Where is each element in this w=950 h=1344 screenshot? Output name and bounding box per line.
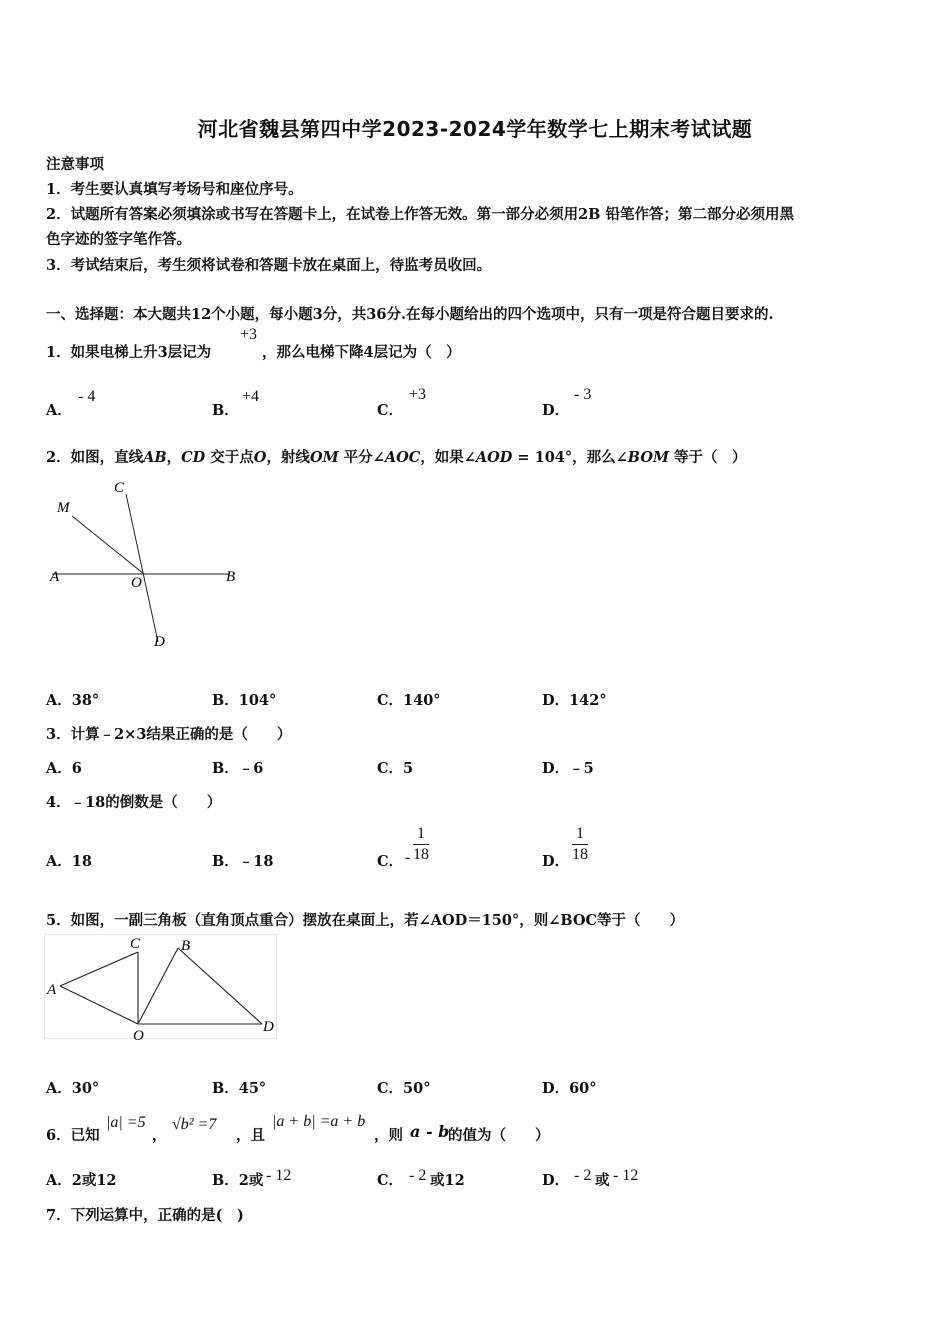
q6-abs-a-plus-b: |a + b| =a + b — [272, 1113, 366, 1130]
label-b: B — [226, 569, 236, 585]
q5-option-b: B．45° — [212, 1080, 267, 1097]
q1-option-a-label: A． — [46, 402, 72, 419]
q6-option-d-label: D． — [542, 1172, 570, 1189]
q5-option-c: C．50° — [377, 1080, 431, 1097]
edge-ac — [60, 952, 138, 986]
q6-stem-start: 6．已知 — [46, 1127, 100, 1144]
q4-option-c-fraction — [413, 824, 429, 865]
q5-option-a: A．30° — [46, 1080, 100, 1097]
label-d: D — [154, 634, 165, 650]
q3-option-c: C．5 — [377, 760, 414, 777]
q7-stem: 7．下列运算中，正确的是( ) — [46, 1207, 244, 1224]
q4-option-d-fraction — [572, 824, 588, 865]
q5-figure — [44, 934, 280, 1044]
fraction-numerator: 1 — [413, 824, 429, 845]
edge-ob — [138, 948, 178, 1024]
label-b: B — [181, 938, 191, 954]
q4-option-d-label: D． — [542, 853, 570, 870]
q3-option-d: D．﹣5 — [542, 760, 594, 777]
label-a: A — [47, 982, 57, 998]
q6-sqrt-b: √b² =7 — [172, 1116, 217, 1133]
q1-option-c-value: +3 — [409, 386, 427, 403]
q6-option-d-value-1: - 2 — [574, 1167, 592, 1184]
q6-option-d-value-2: - 12 — [613, 1167, 639, 1184]
q6-option-d-or: 或 — [595, 1172, 610, 1189]
ray-om — [72, 516, 144, 574]
fraction-denominator: 18 — [572, 846, 588, 863]
note-2-line-2: 色字迹的签字笔作答。 — [46, 231, 191, 248]
q3-option-b: B．﹣6 — [212, 760, 264, 777]
q1-superscript: +3 — [240, 326, 258, 343]
label-o: O — [131, 575, 142, 591]
q1-option-b-value: +4 — [242, 388, 260, 405]
q5-option-d: D．60° — [542, 1080, 597, 1097]
page-title: 河北省魏县第四中学2023-2024学年数学七上期末考试试题 — [197, 117, 753, 141]
q1-option-c-label: C． — [377, 402, 404, 419]
q2-option-d: D．142° — [542, 692, 607, 709]
edge-ao — [60, 986, 138, 1024]
q6-option-b-label: B．2或 — [212, 1172, 264, 1189]
q6-abs-a: |a| =5 — [106, 1114, 146, 1131]
q2-figure — [44, 474, 254, 654]
section-heading: 一、选择题：本大题共12个小题，每小题3分，共36分.在每小题给出的四个选项中，只有一项是符合题目要求的. — [46, 306, 774, 323]
edge-bd — [178, 948, 262, 1024]
note-1: 1．考生要认真填写考场号和座位序号。 — [46, 181, 303, 198]
q4-option-c-label: C． — [377, 853, 404, 870]
figure-frame — [45, 935, 277, 1039]
q2-option-a: A．38° — [46, 692, 100, 709]
label-d: D — [263, 1019, 274, 1035]
label-c: C — [114, 480, 125, 496]
q3-stem: 3．计算﹣2×3结果正确的是（ ） — [46, 726, 292, 743]
label-c: C — [130, 936, 141, 952]
q6-option-b-value: - 12 — [266, 1167, 292, 1184]
q6-comma: ， — [152, 1127, 167, 1144]
q4-option-b: B．﹣18 — [212, 853, 274, 870]
q6-a-minus-b: a - b — [410, 1122, 450, 1141]
q6-stem-then: ，则 — [374, 1127, 403, 1144]
q1-stem-end: ，那么电梯下降4层记为（ ） — [262, 344, 461, 361]
label-m: M — [57, 500, 70, 516]
q2-option-b: B．104° — [212, 692, 277, 709]
line-cd — [126, 494, 158, 642]
q6-stem-end: 的值为（ ） — [448, 1127, 550, 1144]
q1-stem-start: 1．如果电梯上升3层记为 — [46, 344, 212, 361]
q1-option-b-label: B． — [212, 402, 239, 419]
q1-option-d-label: D． — [542, 402, 570, 419]
q1-option-a-value: - 4 — [78, 388, 96, 405]
q4-stem: 4．﹣18的倒数是（ ） — [46, 794, 222, 811]
q2-option-c: C．140° — [377, 692, 441, 709]
notes-heading: 注意事项 — [46, 156, 104, 173]
q2-stem: 2．如图，直线AB，CD 交于点O，射线OM 平分∠AOC，如果∠AOD = 104°，那么∠BOM 等于（ ） — [46, 449, 747, 466]
q6-option-c-label: C． — [377, 1172, 404, 1189]
q6-option-c-rest: 或12 — [430, 1172, 465, 1189]
label-o: O — [133, 1028, 144, 1044]
q5-stem: 5．如图，一副三角板（直角顶点重合）摆放在桌面上，若∠AOD＝150°，则∠BOC等于（ ） — [46, 912, 685, 929]
note-3: 3．考试结束后，考生须将试卷和答题卡放在桌面上，待监考员收回。 — [46, 257, 492, 274]
fraction-denominator: 18 — [413, 846, 429, 863]
q6-stem-mid: ，且 — [236, 1127, 265, 1144]
q6-option-a: A．2或12 — [46, 1172, 117, 1189]
q4-option-a: A．18 — [46, 853, 92, 870]
q4-option-c-minus: - — [405, 849, 411, 866]
note-2-line-1: 2．试题所有答案必须填涂或书写在答题卡上，在试卷上作答无效。第一部分必须用2B 铅笔作答；第二部分必须用黑 — [46, 206, 794, 223]
fraction-numerator: 1 — [572, 824, 588, 845]
q3-option-a: A．6 — [46, 760, 82, 777]
q1-option-d-value: - 3 — [574, 386, 592, 403]
q6-option-c-value: - 2 — [409, 1167, 427, 1184]
label-a: A — [50, 569, 60, 585]
